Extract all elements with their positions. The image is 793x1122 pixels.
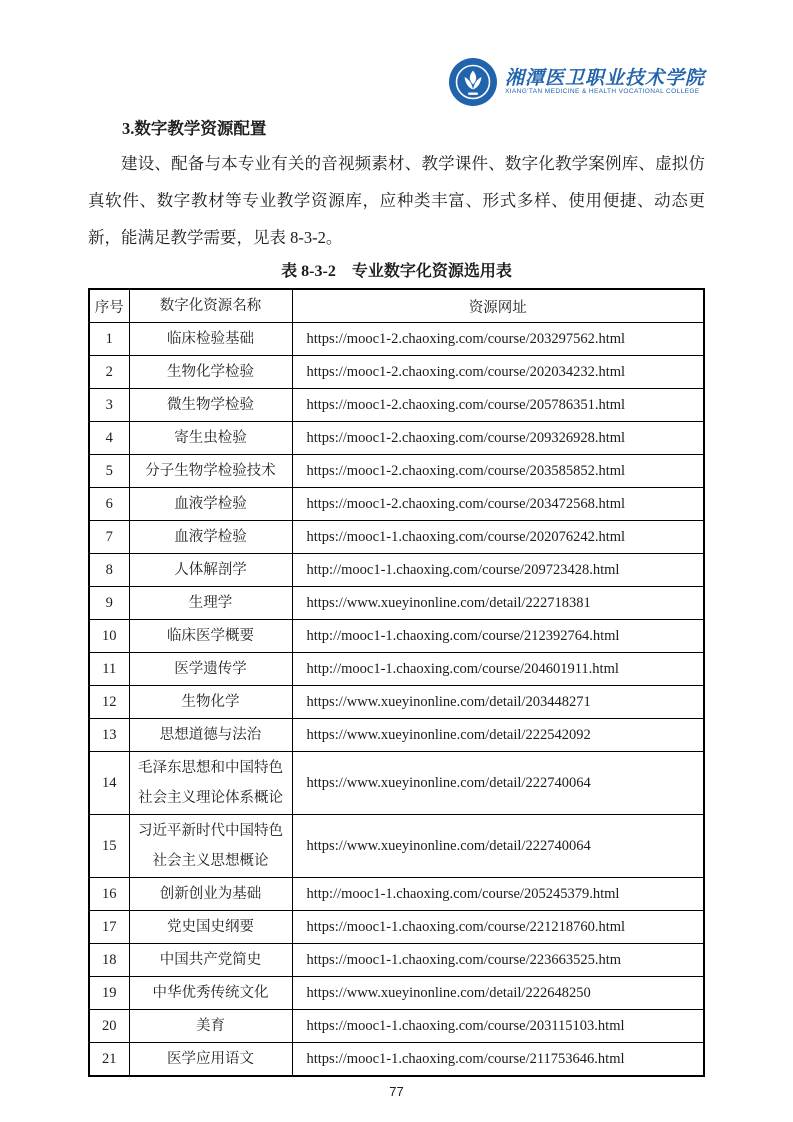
header-resource-name: 数字化资源名称 [129,289,292,323]
row-resource-url: https://mooc1-2.chaoxing.com/course/202034232.html [292,356,704,389]
table-row [89,752,704,815]
table-row [89,686,704,719]
row-resource-url: https://mooc1-1.chaoxing.com/course/211753646.html [292,1043,704,1077]
row-serial-number: 13 [89,719,129,752]
row-serial-number: 9 [89,587,129,620]
table-row [89,422,704,455]
header-resource-url: 资源网址 [292,289,704,323]
row-serial-number: 19 [89,977,129,1010]
row-resource-name: 中国共产党简史 [129,944,292,977]
table-row [89,878,704,911]
row-resource-url: https://mooc1-2.chaoxing.com/course/203472568.html [292,488,704,521]
row-serial-number: 20 [89,1010,129,1043]
row-resource-name: 思想道德与法治 [129,719,292,752]
table-row [89,521,704,554]
row-resource-name: 寄生虫检验 [129,422,292,455]
row-resource-url: https://www.xueyinonline.com/detail/222740064 [292,752,704,815]
table-row [89,944,704,977]
row-resource-name: 创新创业为基础 [129,878,292,911]
row-serial-number: 14 [89,752,129,815]
row-serial-number: 2 [89,356,129,389]
table-title: 表 8-3-2 专业数字化资源选用表 [281,263,512,280]
row-resource-url: https://mooc1-1.chaoxing.com/course/203115103.html [292,1010,704,1043]
table-row [89,389,704,422]
row-resource-url: https://mooc1-2.chaoxing.com/course/209326928.html [292,422,704,455]
row-resource-url: http://mooc1-1.chaoxing.com/course/212392764.html [292,620,704,653]
college-logo-text [505,69,705,96]
college-name-zh: 湘潭医卫职业技术学院 [504,67,705,89]
row-resource-url: https://mooc1-2.chaoxing.com/course/205786351.html [292,389,704,422]
row-serial-number: 6 [89,488,129,521]
row-resource-name: 生理学 [129,587,292,620]
header [88,56,705,108]
row-resource-name: 分子生物学检验技术 [129,455,292,488]
row-resource-name: 医学遗传学 [129,653,292,686]
resource-table-body [89,323,704,1077]
row-resource-name: 临床检验基础 [129,323,292,356]
row-serial-number: 11 [89,653,129,686]
table-row [89,488,704,521]
college-emblem-icon [448,57,498,107]
resource-table [88,288,705,1077]
row-resource-url: https://www.xueyinonline.com/detail/222648250 [292,977,704,1010]
row-resource-url: https://mooc1-1.chaoxing.com/course/221218760.html [292,911,704,944]
table-row [89,554,704,587]
row-resource-name: 生物化学检验 [129,356,292,389]
row-resource-url: https://mooc1-1.chaoxing.com/course/202076242.html [292,521,704,554]
row-resource-name: 血液学检验 [129,521,292,554]
table-row [89,455,704,488]
row-resource-name: 血液学检验 [129,488,292,521]
table-row [89,977,704,1010]
row-serial-number: 5 [89,455,129,488]
row-serial-number: 16 [89,878,129,911]
table-row [89,815,704,878]
row-serial-number: 4 [89,422,129,455]
row-serial-number: 1 [89,323,129,356]
table-row [89,323,704,356]
table-row [89,620,704,653]
row-resource-name: 中华优秀传统文化 [129,977,292,1010]
section-heading: 3.数字教学资源配置 [122,119,267,138]
body-paragraph: 建设、配备与本专业有关的音视频素材、教学课件、数字化教学案例库、虚拟仿真软件、数字教材等专业教学资源库，应种类丰富、形式多样、使用便捷、动态更新，能满足教学需要，见表 8-3-2。 [88,154,705,247]
row-resource-name: 医学应用语文 [129,1043,292,1077]
table-row [89,911,704,944]
page-number: 77 [389,1084,404,1099]
row-resource-url: https://www.xueyinonline.com/detail/203448271 [292,686,704,719]
header-serial-number: 序号 [89,289,129,323]
row-serial-number: 21 [89,1043,129,1077]
row-resource-name: 临床医学概要 [129,620,292,653]
table-row [89,587,704,620]
row-resource-url: http://mooc1-1.chaoxing.com/course/204601911.html [292,653,704,686]
header-row [89,289,704,323]
table-row [89,653,704,686]
table-row [89,356,704,389]
table-row [89,1010,704,1043]
row-resource-url: https://mooc1-2.chaoxing.com/course/203585852.html [292,455,704,488]
row-resource-name: 美育 [129,1010,292,1043]
row-resource-name: 毛泽东思想和中国特色社会主义理论体系概论 [129,752,292,815]
row-serial-number: 8 [89,554,129,587]
row-serial-number: 3 [89,389,129,422]
row-serial-number: 17 [89,911,129,944]
row-resource-url: http://mooc1-1.chaoxing.com/course/209723428.html [292,554,704,587]
table-row [89,1043,704,1077]
row-serial-number: 18 [89,944,129,977]
row-resource-name: 党史国史纲要 [129,911,292,944]
row-resource-name: 人体解剖学 [129,554,292,587]
row-serial-number: 12 [89,686,129,719]
resource-table-head [89,289,704,323]
row-resource-url: https://www.xueyinonline.com/detail/222718381 [292,587,704,620]
college-name-en: XIANG'TAN MEDICINE & HEALTH VOCATIONAL COLLEGE [504,87,700,95]
row-resource-url: http://mooc1-1.chaoxing.com/course/205245379.html [292,878,704,911]
row-resource-url: https://mooc1-2.chaoxing.com/course/203297562.html [292,323,704,356]
college-logo [448,57,705,107]
row-resource-url: https://www.xueyinonline.com/detail/222542092 [292,719,704,752]
row-resource-url: https://mooc1-1.chaoxing.com/course/223663525.htm [292,944,704,977]
row-resource-url: https://www.xueyinonline.com/detail/222740064 [292,815,704,878]
row-resource-name: 习近平新时代中国特色社会主义思想概论 [129,815,292,878]
table-row [89,719,704,752]
row-resource-name: 生物化学 [129,686,292,719]
row-serial-number: 10 [89,620,129,653]
row-serial-number: 7 [89,521,129,554]
row-resource-name: 微生物学检验 [129,389,292,422]
row-serial-number: 15 [89,815,129,878]
